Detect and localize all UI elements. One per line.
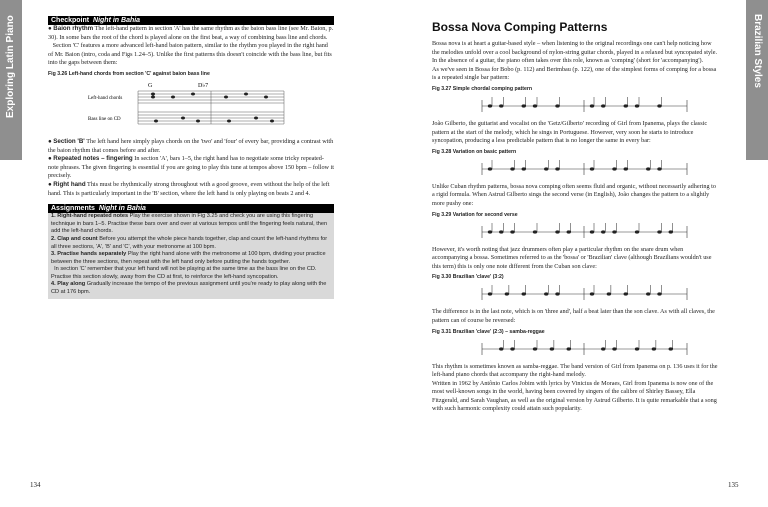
note-head: [624, 104, 628, 107]
bullet-lead: Baion rhythm: [53, 25, 94, 32]
note-head: [522, 104, 526, 107]
chapter-tab-left: [0, 0, 22, 160]
figure-caption: Fig 3.26 Left-hand chords from section 'C' against baion bass line: [48, 70, 210, 77]
checkpoint-label: Checkpoint: [51, 17, 90, 24]
note-head: [624, 167, 628, 170]
section-title: Bossa Nova Comping Patterns: [432, 20, 608, 34]
note-head: [488, 167, 492, 170]
paragraph: Written in 1962 by Antônio Carlos Jobim with lyrics by Vinicius de Moraes, Girl from Ipanema is now one of the most well-known songs in the world, having been covered by singers of the calibre of Shirley Bassey, Ella Fitzgerald, and Sarah Vaughan, as well as the original version by Astrud Gilberto. It is quite remarkable that a song with such harmonic complexity could attain such popularity.: [432, 379, 717, 413]
assignment-text: Before you attempt the whole piece hands together, clap and count the left-hand rhythms for all three sections, 'A', 'B' and 'C', with your metronome at 100 bpm.: [51, 235, 328, 250]
note-head: [635, 347, 639, 350]
assignment-text: In section 'C' remember that your left hand will not be playing at the same time as the bass line on the CD. Practise this section slowly, away from the CD at first, to reinforce the left-hand syncopation.: [51, 266, 317, 280]
paragraph: [48, 42, 334, 68]
assignment-text: Gradually increase the tempo of the previous assignment until you're ready to play along with the CD at 176 bpm.: [51, 281, 327, 296]
right-page: [432, 16, 718, 414]
note-head: [510, 347, 514, 350]
note-head: [590, 167, 594, 170]
note-head: [590, 230, 594, 233]
note-head: [522, 167, 526, 170]
note-head: [612, 347, 616, 350]
figure-caption: Fig 3.28 Variation on basic pattern: [432, 148, 517, 155]
paragraph-text: Section 'C' features a more advanced left-hand baion pattern, similar to the rhythm you played in the right hand of Mr. Baion (intro, coda and Figs 1.24–5). Unlike the first patterns this doesn't coincide with the bass line, but fits into the gaps between them:: [48, 42, 332, 67]
chord-symbol: G: [148, 82, 153, 89]
note-head: [488, 293, 492, 296]
bullet-lead: Right hand: [53, 180, 86, 188]
note-head: [555, 104, 559, 107]
paragraph-text: In section 'A', bars 1–5, the right hand has to negotiate some tricky repeated-note phrases. The given fingering is essential if you are going to play this tune at tempos above 150 bpm – follow it precisely.: [48, 155, 335, 180]
note-head: [510, 230, 514, 233]
figure-caption: Fig 3.29 Variation for second verse: [432, 211, 518, 218]
left-page: [48, 16, 334, 299]
note-head: [590, 104, 594, 107]
chord-symbol: D♭7: [198, 82, 209, 89]
note-head: [510, 167, 514, 170]
note-head: [601, 104, 605, 107]
assignment-text: Play the exercise shown in Fig 3.25 and check you are using this fingering technique in bars 1–5. Practise these bars over and over at various tempos until the fingering feels natural, then add the left-hand chords.: [51, 213, 328, 235]
note-head: [601, 230, 605, 233]
paragraph: ● Baion rhythm The left-hand pattern in section 'A' has the same rhythm as the baion bass line (see Mr. Baion, p. 30). In some bars the root of the chord is played alone on the first beat, a way of combining bass line and chords.: [48, 25, 334, 41]
staff-lines: [138, 91, 284, 124]
paragraph: Bossa nova is at heart a guitar-based style – when listening to the original recordings one can't help noticing how the melodies unfold over a cool background of nylon-string guitar chords, played in a relaxed but syncopated style. In the absence of a guitar, the piano often takes over this role, known as 'comping' (short for 'accompanying').: [432, 40, 718, 65]
page-number-right: 135: [728, 481, 739, 489]
figure-caption: Fig 3.30 Brazilian 'clave' (3:2): [432, 274, 504, 281]
bullet-lead: Repeated notes – fingering: [53, 155, 133, 163]
note-head: [624, 293, 628, 296]
paragraph: ● Section 'B' The left hand here simply plays chords on the 'two' and 'four' of every bar, providing a contrast with the baion rhythm that comes before and after.: [48, 137, 334, 154]
note-head: [657, 230, 661, 233]
assignments-box: [48, 204, 334, 299]
note-head: [646, 293, 650, 296]
page-number-left: 134: [30, 481, 41, 489]
note-head: [533, 104, 537, 107]
note-head: [669, 230, 673, 233]
assignment-lead: 3. Practise hands separately: [51, 251, 127, 258]
checkpoint-title: Night in Bahia: [93, 17, 141, 24]
paragraph: The difference is in the last note, which is on 'three and', half a beat later than the son clave. As with all claves, the pattern can of course be reversed:: [432, 308, 715, 324]
assignment-item: [48, 266, 334, 281]
note-head: [544, 167, 548, 170]
note-head: [590, 293, 594, 296]
note-head: [612, 230, 616, 233]
note-head: [550, 347, 554, 350]
note-head: [555, 230, 559, 233]
paragraph-text: The left-hand pattern in section 'A' has the same rhythm as the baion bass line (see Mr. Baion, p. 30). In some bars the root of the chord is played alone on the first beat, a way of combining bass line and chords.: [48, 25, 334, 41]
assignment-item: [48, 236, 334, 251]
staff-label: Bass line on CD: [88, 116, 121, 122]
note-head: [488, 104, 492, 107]
note-head: [505, 293, 509, 296]
checkpoint-header: [48, 16, 334, 25]
assignment-item: [48, 281, 334, 298]
assignment-text: Play the right hand alone with the metronome at 100 bpm, dividing your practice between the three sections, then repeat with the left hand only before putting the hands together.: [51, 251, 326, 265]
rhythm-figure: [472, 220, 692, 242]
note-head: [607, 293, 611, 296]
note-head: [499, 347, 503, 350]
note-head: [533, 230, 537, 233]
rhythm-figure: [472, 282, 692, 304]
assignment-item: [48, 213, 334, 236]
bullet-lead: Section 'B': [53, 137, 85, 145]
paragraph: However, it's worth noting that jazz drummers often play a particular rhythm on the snare drum when accompanying a bossa. Sometimes referred to as the 'bossa' or 'Brazilian' clave (although Brazilians wouldn't use this term) this is only one note different from the Cuban son clave:: [432, 245, 712, 270]
note-head: [499, 230, 503, 233]
paragraph: João Gilberto, the guitarist and vocalist on the 'Getz/Gilberto' recording of Girl from Ipanema, plays the classic pattern at the start of the melody, which he sings in Portuguese. However, very soon he starts to introduce syncopation, producing a less predictable pattern that is no longer the same in every bar:: [432, 119, 708, 145]
paragraph-text: This must be rhythmically strong throughout with a good groove, even without the help of the left hand. This is particularly important in the 'B' section, where the left hand is only playing on beats 2 and 4.: [48, 180, 330, 197]
note-head: [533, 347, 537, 350]
note-head: [669, 347, 673, 350]
note-head: [652, 347, 656, 350]
assignments-title: Night in Bahia: [98, 205, 146, 213]
paragraph: Unlike Cuban rhythm patterns, bossa nova comping often seems fluid and organic, without necessarily adhering to a rigid formula. When Astrud Gilberto sings the second verse (in English), João changes the pattern to a slightly more pushy one:: [432, 182, 716, 207]
note-head: [567, 347, 571, 350]
figure-caption: Fig 3.27 Simple chordal comping pattern: [432, 85, 533, 92]
note-head: [657, 293, 661, 296]
note-head: [657, 167, 661, 170]
note-head: [544, 293, 548, 296]
rhythm-figure: [472, 337, 692, 359]
note-head: [635, 104, 639, 107]
note-head: [488, 230, 492, 233]
music-staff-figure: [48, 79, 334, 133]
assignment-lead: 4. Play along: [51, 281, 86, 288]
paragraph: ● Repeated notes – fingering In section 'A', bars 1–5, the right hand has to negotiate some tricky repeated-note phrases. The given fingering is essential if you are going to play this tune at tempos above 150 bpm – follow it precisely.: [48, 155, 335, 180]
note-head: [567, 230, 571, 233]
chapter-tab-right-label: Brazilian Styles: [752, 14, 763, 88]
assignments-label: Assignments: [51, 205, 95, 213]
assignment-lead: 2. Clap and count: [51, 235, 98, 242]
note-head: [555, 293, 559, 296]
paragraph-text: The left hand here simply plays chords on the 'two' and 'four' of every bar, providing a contrast with the baion rhythm that comes before and after.: [48, 137, 334, 154]
note-head: [499, 104, 503, 107]
note-head: [522, 293, 526, 296]
note-head: [635, 230, 639, 233]
assignments-header: [48, 204, 334, 213]
note-head: [657, 104, 661, 107]
assignment-item: [48, 251, 334, 266]
paragraph: As we've seen in Bossa for Bobo (p. 112) and Berimbau (p. 122), one of the simplest forms of comping for a bossa is a repeated single bar pattern:: [432, 65, 717, 82]
note-head: [601, 347, 605, 350]
staff-label: Left-hand chords: [88, 95, 123, 101]
rhythm-figure: [472, 94, 692, 116]
note-head: [646, 167, 650, 170]
chapter-tab-right: [746, 0, 768, 160]
rhythm-figure: [472, 157, 692, 179]
chapter-tab-left-label: Exploring Latin Piano: [5, 15, 16, 118]
paragraph: ● Right hand This must be rhythmically strong throughout with a good groove, even without the help of the left hand. This is particularly important in the 'B' section, where the left hand is only playing on beats 2 and 4.: [48, 180, 330, 197]
assignment-lead: 1. Right-hand repeated notes: [51, 213, 129, 220]
note-head: [555, 167, 559, 170]
paragraph: This rhythm is sometimes known as samba-reggae. The band version of Girl from Ipanema on p. 136 uses it for the left-hand piano chords that accompany the right-hand melody.: [432, 362, 718, 379]
note-head: [612, 167, 616, 170]
figure-caption: Fig 3.31 Brazilian 'clave' (2:3) – samba-reggae: [432, 328, 545, 335]
